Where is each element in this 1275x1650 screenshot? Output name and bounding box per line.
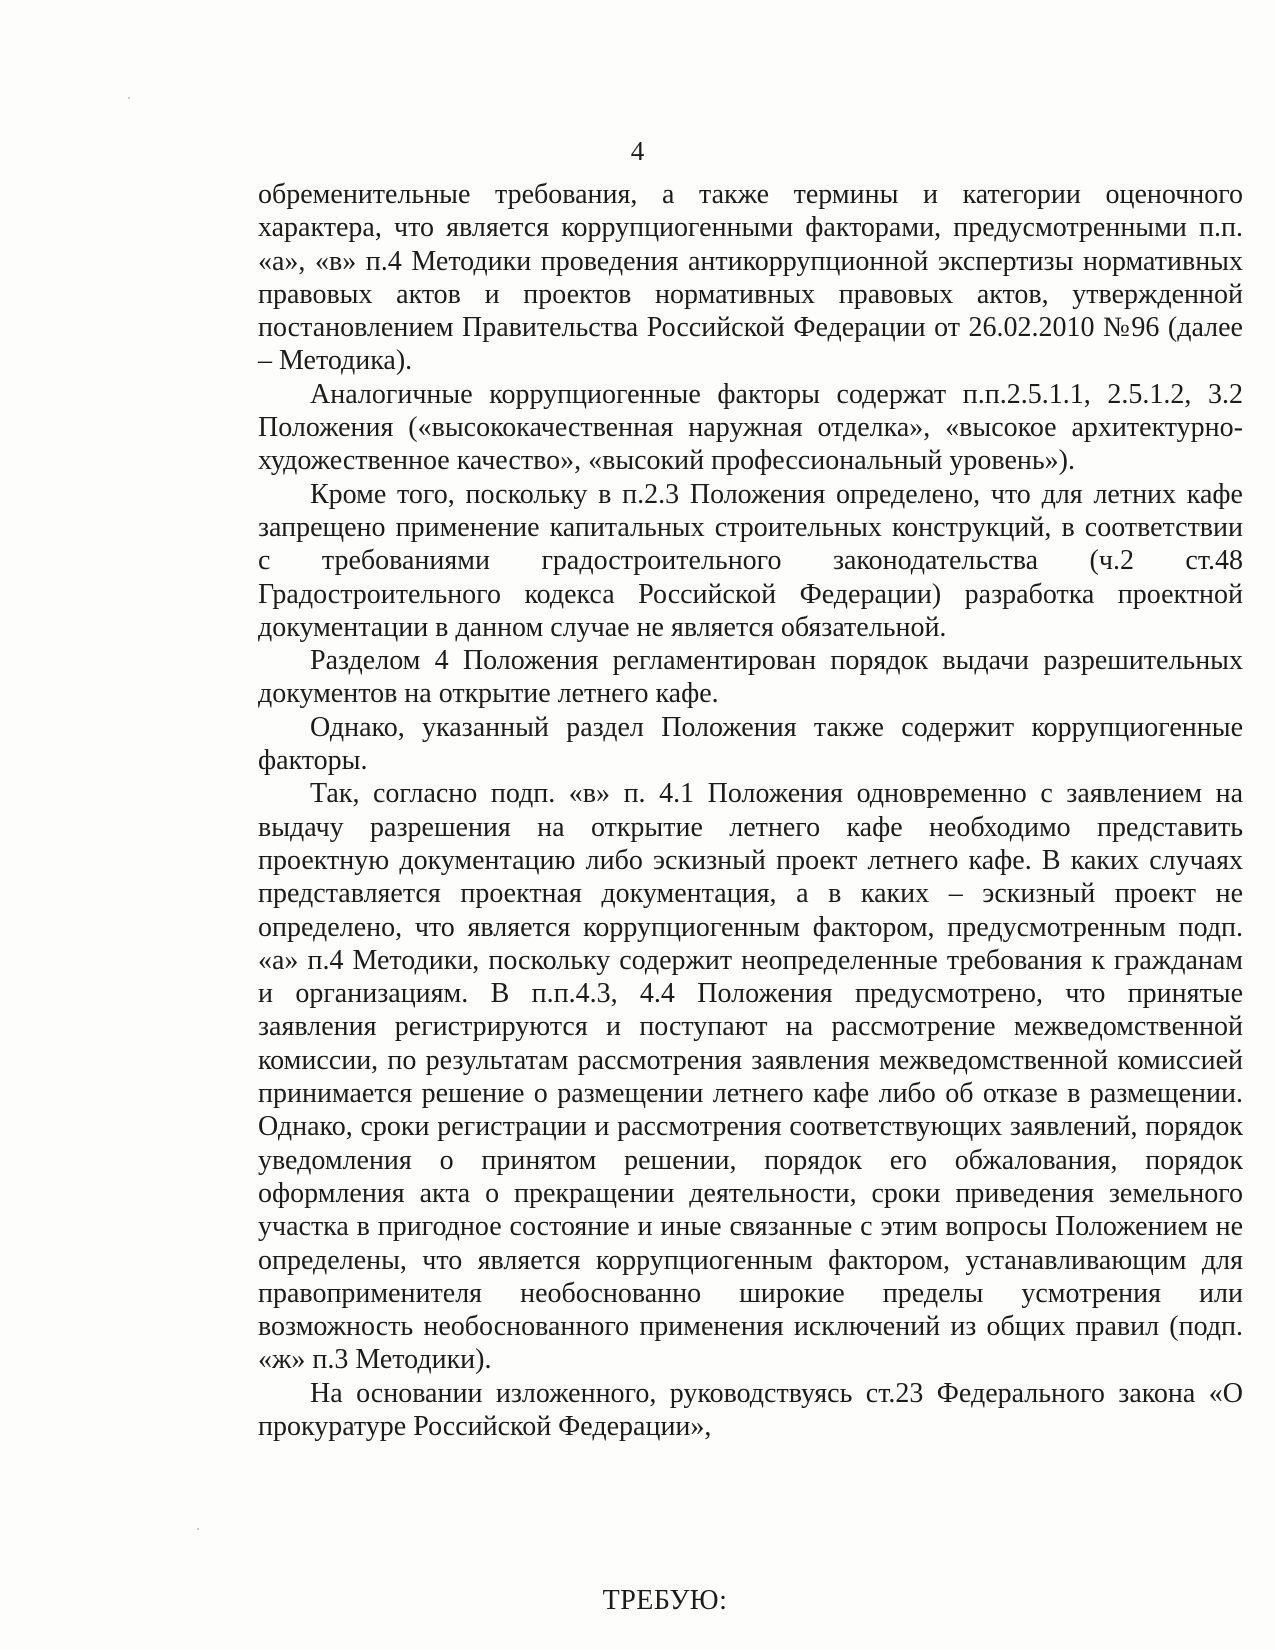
paragraph-4: Разделом 4 Положения регламентирован порядок выдачи разрешительных документов на открытие летнего кафе. (258, 645, 1243, 710)
page-number: 4 (630, 136, 645, 166)
document-body (258, 178, 1243, 1443)
paragraph-1: обременительные требования, а также термины и категории оценочного характера, что является коррупциогенными факторами, предусмотренными п.п. «а», «в» п.4 Методики проведения антикоррупционной экспертизы нормативных правовых актов и проектов нормативных правовых актов, утвержденной постановлением Правительства Российской Федерации от 26.02.2010 №96 (далее – Методика). (258, 179, 1243, 377)
scan-speck (197, 1528, 199, 1530)
paragraph-2: Аналогичные коррупциогенные факторы содержат п.п.2.5.1.1, 2.5.1.2, 3.2 Положения («высококачественная наружная отделка», «высокое архитектурно-художественное качество», «высокий профессиональный уровень»). (258, 378, 1243, 477)
paragraph-7: На основании изложенного, руководствуясь ст.23 Федерального закона «О прокуратуре Российской Федерации», (258, 1377, 1243, 1442)
paragraph-3: Кроме того, поскольку в п.2.3 Положения определено, что для летних кафе запрещено применение капитальных строительных конструкций, в соответствии с требованиями градостроительного законодательства (ч.2 ст.48 Градостроительного кодекса Российской Федерации) разработка проектной документации в данном случае не является обязательной. (258, 478, 1243, 643)
paragraph-5: Однако, указанный раздел Положения также содержит коррупциогенные факторы. (258, 711, 1243, 777)
demand-heading: ТРЕБУЮ: (602, 1585, 728, 1616)
scan-speck (128, 97, 130, 99)
paragraph-6: Так, согласно подп. «в» п. 4.1 Положения одновременно с заявлением на выдачу разрешения на открытие летнего кафе необходимо представить проектную документацию либо эскизный проект летнего кафе. В каких случаях представляется проектная документация, а в каких – эскизный проект не определено, что является коррупциогенным фактором, предусмотренным подп. «а» п.4 Методики, поскольку содержит неопределенные требования к гражданам и организациям. В п.п.4.3, 4.4 Положения предусмотрено, что принятые заявления регистрируются и поступают на рассмотрение межведомственной комиссии, по результатам рассмотрения заявления межведомственной комиссией принимается решение о размещении летнего кафе либо об отказе в размещении. Однако, сроки регистрации и рассмотрения соответствующих заявлений, порядок уведомления о принятом решении, порядок его обжалования, порядок оформления акта о прекращении деятельности, сроки приведения земельного участка в пригодное состояние и иные связанные с этим вопросы Положением не определены, что является коррупциогенным фактором, устанавливающим для правоприменителя необоснованно широкие пределы усмотрения или возможность необоснованного применения исключений из общих правил (подп. «ж» п.3 Методики). (258, 778, 1243, 1376)
